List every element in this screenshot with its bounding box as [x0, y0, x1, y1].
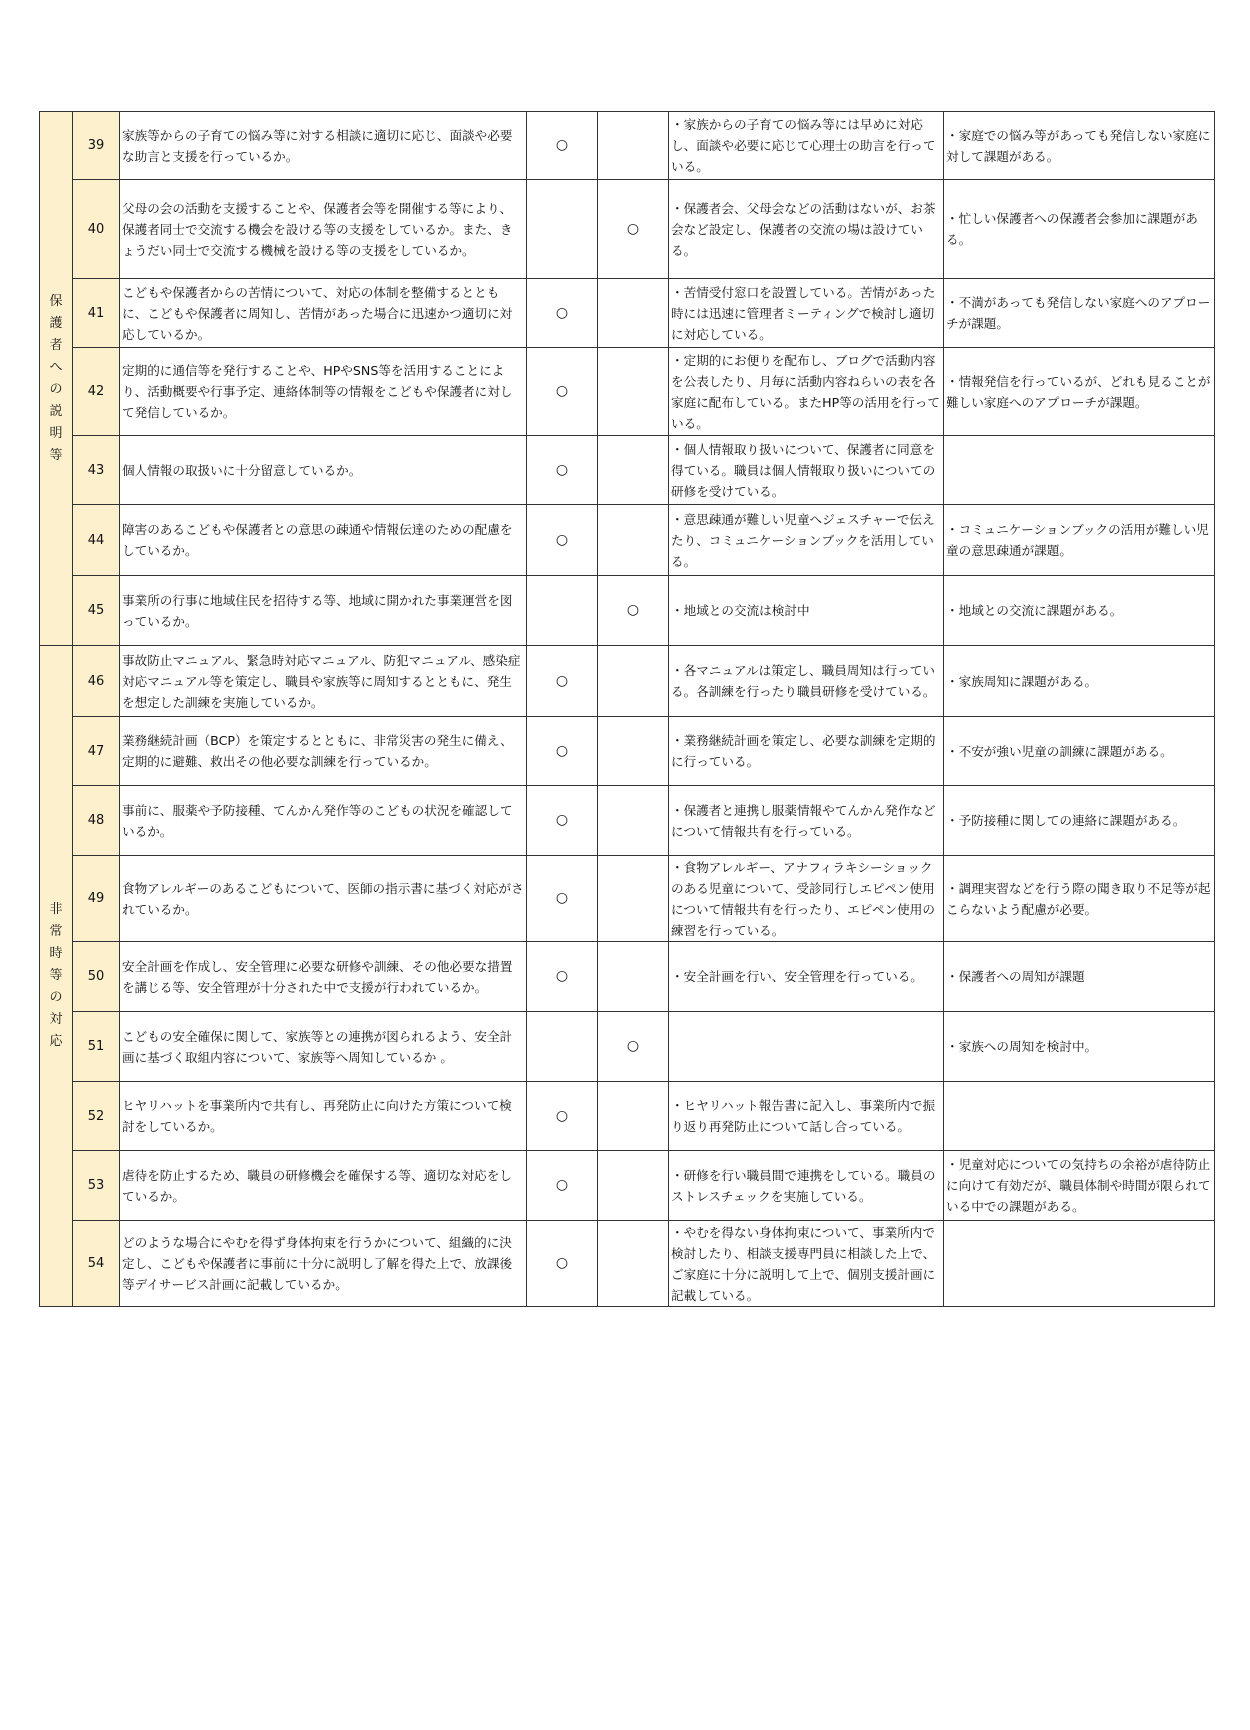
- action-text: ・保護者と連携し服薬情報やてんかん発作などについて情報共有を行っている。: [669, 786, 944, 856]
- yes-mark: ○: [527, 1082, 598, 1151]
- issue-text: ・情報発信を行っているが、どれも見ることが難しい家庭へのアプローチが課題。: [944, 348, 1215, 436]
- item-number: 51: [73, 1012, 120, 1082]
- issue-text: ・コミュニケーションブックの活用が難しい児童の意思疎通が課題。: [944, 505, 1215, 576]
- no-mark: [598, 348, 669, 436]
- no-mark: ○: [598, 180, 669, 279]
- item-number: 47: [73, 717, 120, 786]
- action-text: [669, 1012, 944, 1082]
- table-row: [40, 856, 1215, 942]
- yes-mark: [527, 180, 598, 279]
- no-mark: [598, 1151, 669, 1221]
- yes-mark: ○: [527, 505, 598, 576]
- item-number: 52: [73, 1082, 120, 1151]
- issue-text: ・家庭での悩み等があっても発信しない家庭に対して課題がある。: [944, 112, 1215, 180]
- yes-mark: ○: [527, 1151, 598, 1221]
- action-text: ・ヒヤリハット報告書に記入し、事業所内で振り返り再発防止について話し合っている。: [669, 1082, 944, 1151]
- question-text: 家族等からの子育ての悩み等に対する相談に適切に応じ、面談や必要な助言と支援を行っているか。: [120, 112, 527, 180]
- table-row: [40, 786, 1215, 856]
- action-text: ・やむを得ない身体拘束について、事業所内で検討したり、相談支援専門員に相談した上で、ご家庭に十分に説明して上で、個別支援計画に記載している。: [669, 1221, 944, 1307]
- question-text: こどもや保護者からの苦情について、対応の体制を整備するとともに、こどもや保護者に周知し、苦情があった場合に迅速かつ適切に対応しているか。: [120, 279, 527, 348]
- no-mark: ○: [598, 576, 669, 646]
- table-row: [40, 1151, 1215, 1221]
- action-text: ・研修を行い職員間で連携をしている。職員のストレスチェックを実施している。: [669, 1151, 944, 1221]
- action-text: ・安全計画を行い、安全管理を行っている。: [669, 942, 944, 1012]
- no-mark: [598, 942, 669, 1012]
- table-row: [40, 646, 1215, 717]
- no-mark: [598, 1082, 669, 1151]
- category-cell: [40, 112, 73, 646]
- action-text: ・各マニュアルは策定し、職員周知は行っている。各訓練を行ったり職員研修を受けている。: [669, 646, 944, 717]
- table-row: [40, 279, 1215, 348]
- item-number: 54: [73, 1221, 120, 1307]
- table-row: [40, 505, 1215, 576]
- yes-mark: ○: [527, 646, 598, 717]
- action-text: ・家族からの子育ての悩み等には早めに対応し、面談や必要に応じて心理士の助言を行っている。: [669, 112, 944, 180]
- question-text: どのような場合にやむを得ず身体拘束を行うかについて、組織的に決定し、こどもや保護者に事前に十分に説明し了解を得た上で、放課後等デイサービス計画に記載しているか。: [120, 1221, 527, 1307]
- issue-text: ・調理実習などを行う際の聞き取り不足等が起こらないよう配慮が必要。: [944, 856, 1215, 942]
- item-number: 48: [73, 786, 120, 856]
- table-row: [40, 1221, 1215, 1307]
- yes-mark: ○: [527, 1221, 598, 1307]
- action-text: ・業務継続計画を策定し、必要な訓練を定期的に行っている。: [669, 717, 944, 786]
- category-label: 非常時等の対応: [49, 902, 63, 1049]
- question-text: ヒヤリハットを事業所内で共有し、再発防止に向けた方策について検討をしているか。: [120, 1082, 527, 1151]
- table-row: [40, 717, 1215, 786]
- table-body: [40, 112, 1215, 1307]
- item-number: 46: [73, 646, 120, 717]
- item-number: 49: [73, 856, 120, 942]
- question-text: 事前に、服薬や予防接種、てんかん発作等のこどもの状況を確認しているか。: [120, 786, 527, 856]
- no-mark: [598, 436, 669, 505]
- yes-mark: ○: [527, 786, 598, 856]
- no-mark: [598, 856, 669, 942]
- no-mark: [598, 279, 669, 348]
- item-number: 41: [73, 279, 120, 348]
- category-cell: [40, 646, 73, 1307]
- question-text: 父母の会の活動を支援することや、保護者会等を開催する等により、保護者同士で交流する機会を設ける等の支援をしているか。また、きょうだい同士で交流する機械を設ける等の支援をしているか。: [120, 180, 527, 279]
- no-mark: [598, 112, 669, 180]
- question-text: こどもの安全確保に関して、家族等との連携が図られるよう、安全計画に基づく取組内容について、家族等へ周知しているか 。: [120, 1012, 527, 1082]
- question-text: 業務継続計画（BCP）を策定するとともに、非常災害の発生に備え、定期的に避難、救出その他必要な訓練を行っているか。: [120, 717, 527, 786]
- table-row: [40, 180, 1215, 279]
- yes-mark: ○: [527, 856, 598, 942]
- table-row: [40, 348, 1215, 436]
- question-text: 事故防止マニュアル、緊急時対応マニュアル、防犯マニュアル、感染症対応マニュアル等を策定し、職員や家族等に周知するとともに、発生を想定した訓練を実施しているか。: [120, 646, 527, 717]
- issue-text: ・保護者への周知が課題: [944, 942, 1215, 1012]
- yes-mark: ○: [527, 112, 598, 180]
- item-number: 45: [73, 576, 120, 646]
- action-text: ・食物アレルギー、アナフィラキシーショックのある児童について、受診同行しエピペン使用について情報共有を行ったり、エピペン使用の練習を行っている。: [669, 856, 944, 942]
- no-mark: [598, 505, 669, 576]
- issue-text: ・不満があっても発信しない家庭へのアプローチが課題。: [944, 279, 1215, 348]
- no-mark: [598, 1221, 669, 1307]
- issue-text: ・児童対応についての気持ちの余裕が虐待防止に向けて有効だが、職員体制や時間が限られている中での課題がある。: [944, 1151, 1215, 1221]
- issue-text: ・地域との交流に課題がある。: [944, 576, 1215, 646]
- item-number: 42: [73, 348, 120, 436]
- yes-mark: ○: [527, 942, 598, 1012]
- no-mark: [598, 646, 669, 717]
- table-row: [40, 1082, 1215, 1151]
- table-row: [40, 112, 1215, 180]
- yes-mark: ○: [527, 717, 598, 786]
- item-number: 43: [73, 436, 120, 505]
- action-text: ・保護者会、父母会などの活動はないが、お茶会など設定し、保護者の交流の場は設けている。: [669, 180, 944, 279]
- evaluation-table: [39, 111, 1215, 1307]
- table-row: [40, 942, 1215, 1012]
- action-text: ・地域との交流は検討中: [669, 576, 944, 646]
- question-text: 事業所の行事に地域住民を招待する等、地域に開かれた事業運営を図っているか。: [120, 576, 527, 646]
- action-text: ・定期的にお便りを配布し、ブログで活動内容を公表したり、月毎に活動内容ねらいの表を各家庭に配布している。またHP等の活用を行っている。: [669, 348, 944, 436]
- issue-text: [944, 1082, 1215, 1151]
- item-number: 50: [73, 942, 120, 1012]
- question-text: 安全計画を作成し、安全管理に必要な研修や訓練、その他必要な措置を講じる等、安全管理が十分された中で支援が行われているか。: [120, 942, 527, 1012]
- table-row: [40, 436, 1215, 505]
- no-mark: [598, 786, 669, 856]
- action-text: ・意思疎通が難しい児童へジェスチャーで伝えたり、コミュニケーションブックを活用している。: [669, 505, 944, 576]
- item-number: 44: [73, 505, 120, 576]
- question-text: 食物アレルギーのあるこどもについて、医師の指示書に基づく対応がされているか。: [120, 856, 527, 942]
- category-label: 保護者への説明等: [49, 293, 63, 463]
- no-mark: [598, 717, 669, 786]
- yes-mark: [527, 1012, 598, 1082]
- action-text: ・個人情報取り扱いについて、保護者に同意を得ている。職員は個人情報取り扱いについての研修を受けている。: [669, 436, 944, 505]
- item-number: 39: [73, 112, 120, 180]
- question-text: 虐待を防止するため、職員の研修機会を確保する等、適切な対応をしているか。: [120, 1151, 527, 1221]
- issue-text: ・不安が強い児童の訓練に課題がある。: [944, 717, 1215, 786]
- yes-mark: ○: [527, 279, 598, 348]
- action-text: ・苦情受付窓口を設置している。苦情があった時には迅速に管理者ミーティングで検討し適切に対応している。: [669, 279, 944, 348]
- table-row: [40, 576, 1215, 646]
- yes-mark: ○: [527, 436, 598, 505]
- item-number: 53: [73, 1151, 120, 1221]
- issue-text: ・家族周知に課題がある。: [944, 646, 1215, 717]
- issue-text: ・家族への周知を検討中。: [944, 1012, 1215, 1082]
- question-text: 障害のあるこどもや保護者との意思の疎通や情報伝達のための配慮をしているか。: [120, 505, 527, 576]
- question-text: 個人情報の取扱いに十分留意しているか。: [120, 436, 527, 505]
- no-mark: ○: [598, 1012, 669, 1082]
- issue-text: ・忙しい保護者への保護者会参加に課題がある。: [944, 180, 1215, 279]
- issue-text: [944, 436, 1215, 505]
- item-number: 40: [73, 180, 120, 279]
- yes-mark: ○: [527, 348, 598, 436]
- issue-text: ・予防接種に関しての連絡に課題がある。: [944, 786, 1215, 856]
- yes-mark: [527, 576, 598, 646]
- question-text: 定期的に通信等を発行することや、HPやSNS等を活用することにより、活動概要や行事予定、連絡体制等の情報をこどもや保護者に対して発信しているか。: [120, 348, 527, 436]
- issue-text: [944, 1221, 1215, 1307]
- table-row: [40, 1012, 1215, 1082]
